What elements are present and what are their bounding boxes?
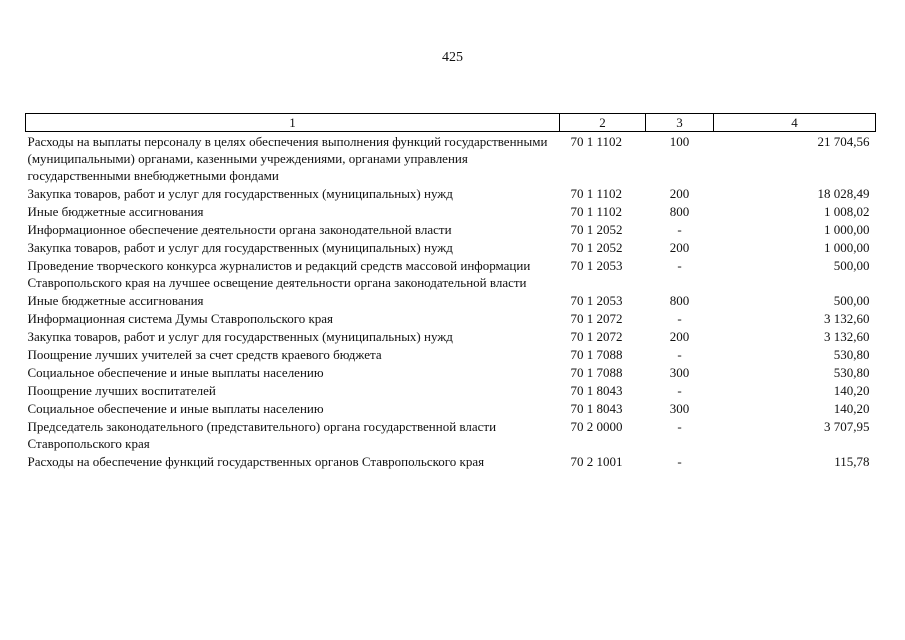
column-header-2: 2 <box>560 114 646 132</box>
amount: 500,00 <box>833 293 870 308</box>
page-number: 425 <box>442 50 463 65</box>
expense-name: Поощрение лучших воспитателей <box>27 383 216 398</box>
expense-name: Поощрение лучших учителей за счет средств краевого бюджета <box>27 347 382 362</box>
expense-name: Иные бюджетные ассигнования <box>27 293 204 308</box>
header-row <box>26 114 876 132</box>
amount: 18 028,49 <box>817 186 870 201</box>
expense-name: Председатель законодательного (представительного) органа государственной власти Ставропольского края <box>27 419 497 451</box>
expense-name: Расходы на выплаты персоналу в целях обеспечения выполнения функций государственными (муниципальными) органами, казенными учреждениями, органами управления государственными внебюджетными фондами <box>27 134 548 183</box>
expense-type-code: - <box>677 347 682 362</box>
target-code: 70 1 2072 <box>570 311 623 326</box>
amount: 3 132,60 <box>824 311 870 326</box>
table-row <box>26 310 876 328</box>
expense-type-code: 300 <box>669 365 690 380</box>
target-code: 70 1 2052 <box>570 222 623 237</box>
expense-name: Иные бюджетные ассигнования <box>27 204 204 219</box>
target-code: 70 1 1102 <box>570 134 623 149</box>
target-code: 70 1 2053 <box>570 293 623 308</box>
table-row <box>26 221 876 239</box>
expense-type-code: - <box>677 454 682 469</box>
expense-type-code: 200 <box>669 186 690 201</box>
expense-name: Закупка товаров, работ и услуг для государственных (муниципальных) нужд <box>27 240 453 255</box>
table-row <box>26 400 876 418</box>
target-code: 70 1 2052 <box>570 240 623 255</box>
expense-name: Закупка товаров, работ и услуг для государственных (муниципальных) нужд <box>27 329 453 344</box>
expense-name: Расходы на обеспечение функций государственных органов Ставропольского края <box>27 454 485 469</box>
target-code: 70 1 2053 <box>570 258 623 273</box>
target-code: 70 2 1001 <box>570 454 623 469</box>
expense-type-code: 800 <box>669 204 690 219</box>
expense-name: Проведение творческого конкурса журналистов и редакций средств массовой информации Ставропольского края на лучшее освещение деятельности органа законодательной власти <box>27 258 531 290</box>
table-row <box>26 418 876 453</box>
table-row <box>26 132 876 186</box>
target-code: 70 1 7088 <box>570 365 623 380</box>
expense-type-code: 300 <box>669 401 690 416</box>
table-row <box>26 453 876 471</box>
expense-type-code: - <box>677 258 682 273</box>
target-code: 70 1 7088 <box>570 347 623 362</box>
column-header-3: 3 <box>646 114 714 132</box>
table-row <box>26 328 876 346</box>
table-row <box>26 239 876 257</box>
table-row <box>26 185 876 203</box>
table-row <box>26 257 876 292</box>
target-code: 70 1 8043 <box>570 383 623 398</box>
expense-name: Информационная система Думы Ставропольского края <box>27 311 334 326</box>
amount: 500,00 <box>833 258 870 273</box>
column-header-1: 1 <box>26 114 560 132</box>
amount: 530,80 <box>833 347 870 362</box>
table-row <box>26 203 876 221</box>
expense-name: Информационное обеспечение деятельности органа законодательной власти <box>27 222 452 237</box>
target-code: 70 2 0000 <box>570 419 623 434</box>
column-header-4: 4 <box>714 114 876 132</box>
expense-type-code: 200 <box>669 329 690 344</box>
expense-name: Социальное обеспечение и иные выплаты населению <box>27 401 324 416</box>
expense-type-code: 100 <box>669 134 690 149</box>
target-code: 70 1 1102 <box>570 204 623 219</box>
amount: 140,20 <box>833 401 870 416</box>
target-code: 70 1 1102 <box>570 186 623 201</box>
expense-type-code: - <box>677 222 682 237</box>
budget-table <box>25 113 876 471</box>
amount: 1 008,02 <box>824 204 870 219</box>
expense-name: Закупка товаров, работ и услуг для государственных (муниципальных) нужд <box>27 186 453 201</box>
amount: 3 132,60 <box>824 329 870 344</box>
amount: 1 000,00 <box>824 222 870 237</box>
amount: 140,20 <box>833 383 870 398</box>
amount: 21 704,56 <box>817 134 870 149</box>
amount: 3 707,95 <box>824 419 870 434</box>
expense-type-code: - <box>677 383 682 398</box>
table-row <box>26 292 876 310</box>
table-row <box>26 382 876 400</box>
expense-name: Социальное обеспечение и иные выплаты населению <box>27 365 324 380</box>
table-row <box>26 364 876 382</box>
amount: 115,78 <box>834 454 870 469</box>
table-row <box>26 346 876 364</box>
expense-type-code: 800 <box>669 293 690 308</box>
expense-type-code: - <box>677 311 682 326</box>
amount: 530,80 <box>833 365 870 380</box>
amount: 1 000,00 <box>824 240 870 255</box>
target-code: 70 1 2072 <box>570 329 623 344</box>
target-code: 70 1 8043 <box>570 401 623 416</box>
expense-type-code: 200 <box>669 240 690 255</box>
expense-type-code: - <box>677 419 682 434</box>
